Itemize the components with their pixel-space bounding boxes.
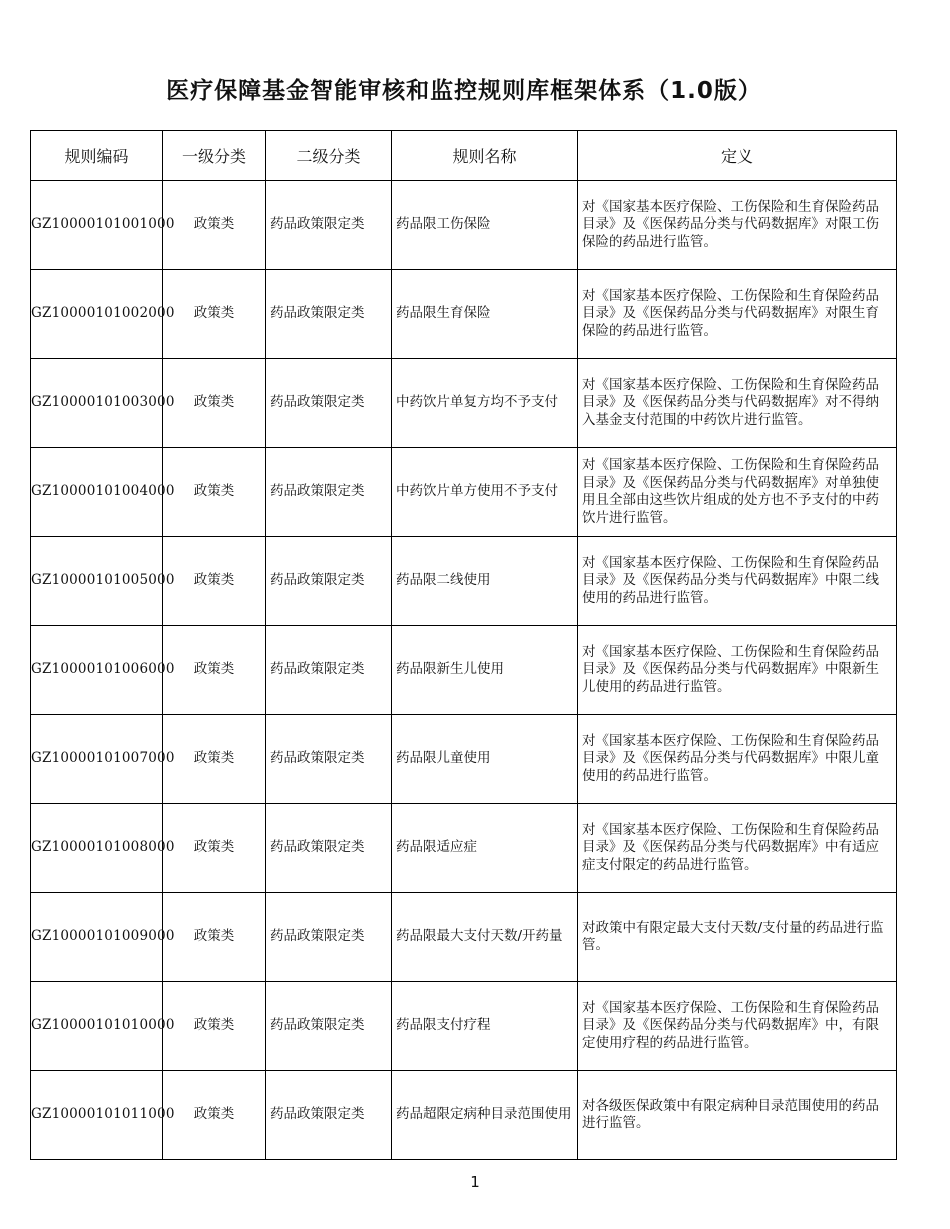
page-title: 医疗保障基金智能审核和监控规则库框架体系（1.0版） (166, 78, 762, 104)
category-1-cell: 政策类 (163, 359, 266, 448)
table-row (31, 715, 897, 804)
header-category-2: 二级分类 (266, 131, 392, 181)
header-category-1: 一级分类 (163, 131, 266, 181)
category-1-cell: 政策类 (163, 804, 266, 893)
category-2-cell: 药品政策限定类 (266, 448, 392, 537)
definition-cell: 对《国家基本医疗保险、工伤保险和生育保险药品目录》及《医保药品分类与代码数据库》对单独使用且全部由这些饮片组成的处方也不予支付的中药饮片进行监管。 (578, 448, 897, 537)
table-row (31, 270, 897, 359)
table-row (31, 448, 897, 537)
page-number: 1 (470, 1173, 480, 1191)
rule-name-cell: 药品限适应症 (392, 804, 578, 893)
category-1-cell: 政策类 (163, 893, 266, 982)
category-2-cell: 药品政策限定类 (266, 1071, 392, 1160)
category-2-cell: 药品政策限定类 (266, 982, 392, 1071)
category-2-cell: 药品政策限定类 (266, 181, 392, 270)
rule-code-cell: GZ10000101010000 (31, 982, 163, 1071)
definition-cell: 对《国家基本医疗保险、工伤保险和生育保险药品目录》及《医保药品分类与代码数据库》对限工伤保险的药品进行监管。 (578, 181, 897, 270)
definition-cell: 对各级医保政策中有限定病种目录范围使用的药品进行监管。 (578, 1071, 897, 1160)
definition-cell: 对《国家基本医疗保险、工伤保险和生育保险药品目录》及《医保药品分类与代码数据库》对限生育保险的药品进行监管。 (578, 270, 897, 359)
rule-name-cell: 药品限支付疗程 (392, 982, 578, 1071)
header-rule-code: 规则编码 (31, 131, 163, 181)
category-2-cell: 药品政策限定类 (266, 626, 392, 715)
category-1-cell: 政策类 (163, 1071, 266, 1160)
rule-code-cell: GZ10000101011000 (31, 1071, 163, 1160)
category-1-cell: 政策类 (163, 715, 266, 804)
definition-cell: 对《国家基本医疗保险、工伤保险和生育保险药品目录》及《医保药品分类与代码数据库》对不得纳入基金支付范围的中药饮片进行监管。 (578, 359, 897, 448)
definition-cell: 对《国家基本医疗保险、工伤保险和生育保险药品目录》及《医保药品分类与代码数据库》中，有限定使用疗程的药品进行监管。 (578, 982, 897, 1071)
rule-code-cell: GZ10000101008000 (31, 804, 163, 893)
rule-name-cell: 药品限最大支付天数/开药量 (392, 893, 578, 982)
category-2-cell: 药品政策限定类 (266, 537, 392, 626)
rule-code-cell: GZ10000101002000 (31, 270, 163, 359)
rule-name-cell: 药品限新生儿使用 (392, 626, 578, 715)
rule-code-cell: GZ10000101005000 (31, 537, 163, 626)
category-1-cell: 政策类 (163, 181, 266, 270)
table-header-row (31, 131, 897, 181)
definition-cell: 对《国家基本医疗保险、工伤保险和生育保险药品目录》及《医保药品分类与代码数据库》中限二线使用的药品进行监管。 (578, 537, 897, 626)
rule-name-cell: 药品限二线使用 (392, 537, 578, 626)
rule-name-cell: 中药饮片单方使用不予支付 (392, 448, 578, 537)
category-2-cell: 药品政策限定类 (266, 359, 392, 448)
definition-cell: 对政策中有限定最大支付天数/支付量的药品进行监管。 (578, 893, 897, 982)
table-row (31, 537, 897, 626)
category-1-cell: 政策类 (163, 626, 266, 715)
table-row (31, 359, 897, 448)
table-row (31, 1071, 897, 1160)
category-1-cell: 政策类 (163, 448, 266, 537)
rule-code-cell: GZ10000101007000 (31, 715, 163, 804)
definition-cell: 对《国家基本医疗保险、工伤保险和生育保险药品目录》及《医保药品分类与代码数据库》中限儿童使用的药品进行监管。 (578, 715, 897, 804)
rule-code-cell: GZ10000101001000 (31, 181, 163, 270)
table-row (31, 181, 897, 270)
category-1-cell: 政策类 (163, 537, 266, 626)
category-1-cell: 政策类 (163, 982, 266, 1071)
table-row (31, 982, 897, 1071)
rule-name-cell: 药品超限定病种目录范围使用 (392, 1071, 578, 1160)
rule-name-cell: 药品限生育保险 (392, 270, 578, 359)
rule-code-cell: GZ10000101004000 (31, 448, 163, 537)
rule-name-cell: 药品限工伤保险 (392, 181, 578, 270)
rule-name-cell: 中药饮片单复方均不予支付 (392, 359, 578, 448)
table-row (31, 626, 897, 715)
rule-code-cell: GZ10000101003000 (31, 359, 163, 448)
header-rule-name: 规则名称 (392, 131, 578, 181)
rule-code-cell: GZ10000101006000 (31, 626, 163, 715)
category-2-cell: 药品政策限定类 (266, 715, 392, 804)
definition-cell: 对《国家基本医疗保险、工伤保险和生育保险药品目录》及《医保药品分类与代码数据库》中有适应症支付限定的药品进行监管。 (578, 804, 897, 893)
table-row (31, 893, 897, 982)
header-definition: 定义 (578, 131, 897, 181)
category-1-cell: 政策类 (163, 270, 266, 359)
category-2-cell: 药品政策限定类 (266, 893, 392, 982)
category-2-cell: 药品政策限定类 (266, 804, 392, 893)
definition-cell: 对《国家基本医疗保险、工伤保险和生育保险药品目录》及《医保药品分类与代码数据库》中限新生儿使用的药品进行监管。 (578, 626, 897, 715)
rule-code-cell: GZ10000101009000 (31, 893, 163, 982)
category-2-cell: 药品政策限定类 (266, 270, 392, 359)
rules-table (30, 130, 897, 1160)
rule-name-cell: 药品限儿童使用 (392, 715, 578, 804)
table-row (31, 804, 897, 893)
